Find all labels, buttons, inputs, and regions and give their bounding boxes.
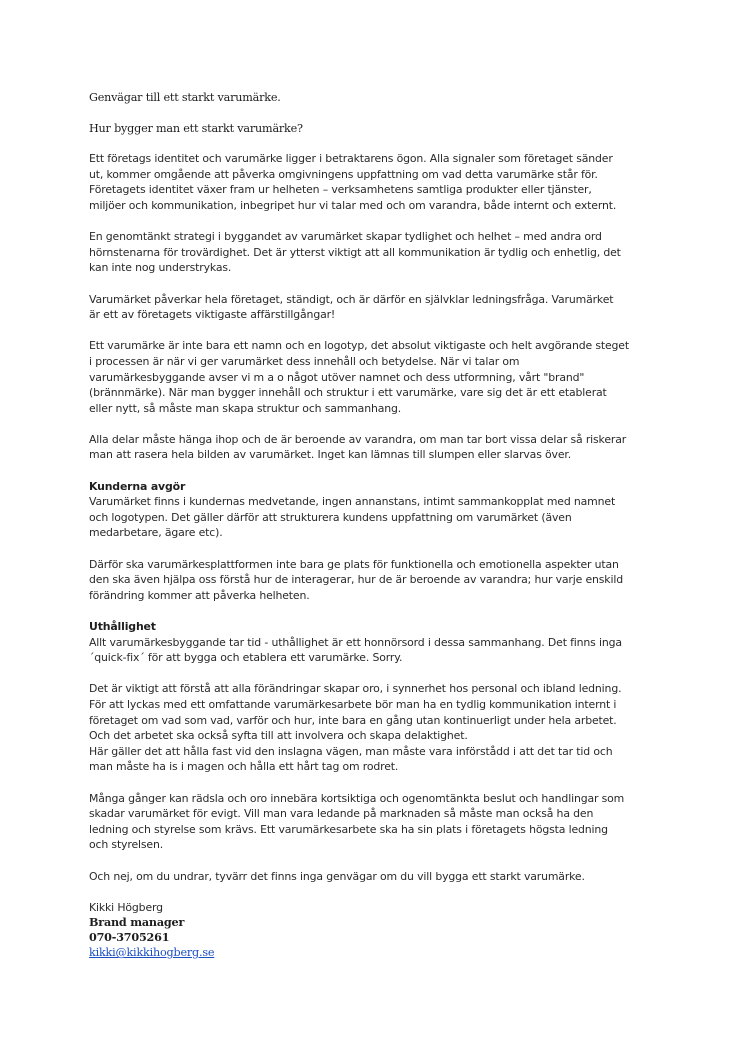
text-line: ut, kommer omgående att påverka omgivningens uppfattning om vad detta varumärke står för.	[89, 167, 598, 181]
signature-phone: 070-3705261	[89, 930, 170, 945]
text-line: i processen är när vi ger varumärket dess innehåll och betydelse. När vi talar om	[89, 354, 520, 368]
text-line: ´quick-fix´ för att bygga och etablera ett varumärke. Sorry.	[89, 651, 403, 665]
text-line: är ett av företagets viktigaste affärstillgångar!	[89, 308, 336, 322]
signature-name: Kikki Högberg	[89, 900, 163, 914]
paragraph	[89, 292, 659, 323]
text-line: Och nej, om du undrar, tyvärr det finns inga genvägar om du vill bygga ett starkt varumärke.	[89, 869, 585, 883]
paragraph	[89, 151, 659, 213]
text-line: varumärkesbyggande avser vi m a o något utöver namnet och dess utformning, vårt "brand"	[89, 370, 585, 384]
text-line: Och det arbetet ska också syfta till att involvera och skapa delaktighet.	[89, 729, 468, 743]
document-title: Genvägar till ett starkt varumärke.	[89, 91, 281, 104]
paragraph	[89, 557, 659, 604]
text-line: man att rasera hela bilden av varumärket. Inget kan lämnas till slumpen eller slarvas över.	[89, 448, 572, 462]
text-line: Alla delar måste hänga ihop och de är beroende av varandra, om man tar bort vissa delar så riskerar	[89, 432, 627, 446]
text-line: kan inte nog understrykas.	[89, 261, 232, 275]
text-line: Ett företags identitet och varumärke ligger i betraktarens ögon. Alla signaler som företaget sänder	[89, 152, 613, 166]
text-line: och styrelsen.	[89, 838, 164, 852]
text-line: och logotypen. Det gäller därför att strukturera kundens uppfattning om varumärket (även	[89, 510, 572, 524]
text-line: En genomtänkt strategi i byggandet av varumärket skapar tydlighet och helhet – med andra ord	[89, 230, 602, 244]
text-line: medarbetare, ägare etc).	[89, 526, 223, 540]
document-subtitle: Hur bygger man ett starkt varumärke?	[89, 121, 303, 135]
text-line: förändring kommer att påverka helheten.	[89, 588, 310, 602]
paragraph	[89, 229, 659, 276]
paragraph	[89, 432, 659, 463]
uthallighet-section	[89, 635, 659, 900]
paragraph	[89, 791, 659, 853]
text-line: den ska även hjälpa oss förstå hur de interagerar, hur de är beroende av varandra; hur varje enskild	[89, 573, 623, 587]
paragraph	[89, 869, 659, 885]
text-line: miljöer och kommunikation, inbegripet hur vi talar med och om varandra, både internt och externt.	[89, 198, 617, 212]
text-line: (brännmärke). När man bygger innehåll och struktur i ett varumärke, vare sig det är ett etablerat	[89, 386, 607, 400]
paragraph	[89, 494, 659, 541]
document-page	[89, 90, 659, 960]
paragraph	[89, 635, 659, 666]
text-line: eller nytt, så måste man skapa struktur och sammanhang.	[89, 401, 402, 415]
section-heading-uthallighet: Uthållighet	[89, 620, 156, 633]
text-line: Varumärket finns i kundernas medvetande, ingen annanstans, intimt sammankopplat med namnet	[89, 495, 616, 509]
text-line: Här gäller det att hålla fast vid den inslagna vägen, man måste vara införstådd i att det tar tid och	[89, 744, 613, 758]
signature-block	[89, 900, 659, 961]
intro-section	[89, 151, 659, 478]
text-line: Ett varumärke är inte bara ett namn och en logotyp, det absolut viktigaste och helt avgörande steget	[89, 339, 629, 353]
text-line: För att lyckas med ett omfattande varumärkesarbete bör man ha en tydlig kommunikation internt i	[89, 697, 617, 711]
text-line: man måste ha is i magen och hålla ett hårt tag om rodret.	[89, 760, 399, 774]
text-line: Det är viktigt att förstå att alla förändringar skapar oro, i synnerhet hos personal och ibland ledning.	[89, 682, 622, 696]
paragraph	[89, 681, 659, 775]
text-line: ledning och styrelse som krävs. Ett varumärkesarbete ska ha sin plats i företagets högsta ledning	[89, 822, 608, 836]
text-line: Allt varumärkesbyggande tar tid - uthållighet är ett honnörsord i dessa sammanhang. Det finns inga	[89, 635, 622, 649]
text-line: Många gånger kan rädsla och oro innebära kortsiktiga och ogenomtänkta beslut och handlingar som	[89, 791, 625, 805]
paragraph	[89, 338, 659, 416]
text-line: Företagets identitet växer fram ur helheten – verksamhetens samtliga produkter eller tjänster,	[89, 183, 592, 197]
text-line: skadar varumärket för evigt. Vill man vara ledande på marknaden så måste man också ha den	[89, 807, 594, 821]
section-heading-kunderna: Kunderna avgör	[89, 479, 186, 493]
text-line: Varumärket påverkar hela företaget, ständigt, och är därför en självklar ledningsfråga. Varumärket	[89, 292, 614, 306]
text-line: företaget om vad som vad, varför och hur, inte bara en gång utan kontinuerligt under hela arbetet.	[89, 713, 617, 727]
text-line: hörnstenarna för trovärdighet. Det är ytterst viktigt att all kommunikation är tydlig och enhetlig, det	[89, 245, 621, 259]
signature-email-link[interactable]: kikki@kikkihogberg.se	[89, 946, 215, 960]
signature-role: Brand manager	[89, 915, 185, 930]
kunderna-section	[89, 494, 659, 619]
text-line: Därför ska varumärkesplattformen inte bara ge plats för funktionella och emotionella aspekter utan	[89, 557, 619, 571]
